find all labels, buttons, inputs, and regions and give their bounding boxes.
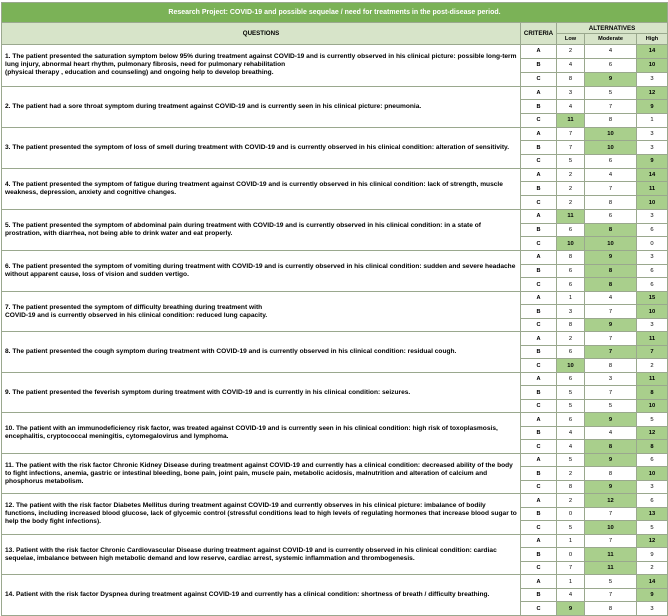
- low-value-cell: 4: [557, 440, 585, 454]
- low-value-cell: 3: [557, 86, 585, 100]
- question-text: 8. The patient presented the cough symptom during treatment with COVID-19 and is currently observed in his clinical condition: residual cough.: [2, 332, 521, 373]
- moderate-header: Moderate: [585, 34, 637, 45]
- high-value-cell: 3: [637, 72, 668, 86]
- low-value-cell: 2: [557, 332, 585, 346]
- questions-header: QUESTIONS: [2, 23, 521, 45]
- high-value-cell: 9: [637, 548, 668, 562]
- criteria-cell: B: [521, 426, 557, 440]
- criteria-cell: C: [521, 480, 557, 494]
- high-value-cell: 9: [637, 588, 668, 602]
- criteria-cell: A: [521, 413, 557, 427]
- table-row: [2, 45, 668, 59]
- low-value-cell: 5: [557, 399, 585, 413]
- table-row: [2, 127, 668, 141]
- low-value-cell: 10: [557, 237, 585, 251]
- table-row: [2, 413, 668, 427]
- high-value-cell: 6: [637, 453, 668, 467]
- high-value-cell: 10: [637, 399, 668, 413]
- moderate-value-cell: 8: [585, 602, 637, 616]
- low-value-cell: 0: [557, 548, 585, 562]
- low-value-cell: 7: [557, 127, 585, 141]
- high-value-cell: 1: [637, 114, 668, 128]
- low-value-cell: 0: [557, 507, 585, 521]
- high-value-cell: 8: [637, 440, 668, 454]
- criteria-cell: C: [521, 72, 557, 86]
- high-header: High: [637, 34, 668, 45]
- moderate-value-cell: 9: [585, 453, 637, 467]
- table-row: [2, 453, 668, 467]
- table-row: [2, 250, 668, 264]
- high-value-cell: 3: [637, 602, 668, 616]
- high-value-cell: 12: [637, 426, 668, 440]
- moderate-value-cell: 8: [585, 264, 637, 278]
- question-text: 7. The patient presented the symptom of difficulty breathing during treatment with COVID-19 and is currently observed in his clinical condition: reduced lung capacity.: [2, 291, 521, 332]
- low-value-cell: 1: [557, 575, 585, 589]
- criteria-cell: C: [521, 278, 557, 292]
- high-value-cell: 10: [637, 196, 668, 210]
- high-value-cell: 6: [637, 264, 668, 278]
- criteria-cell: B: [521, 507, 557, 521]
- high-value-cell: 3: [637, 318, 668, 332]
- low-value-cell: 9: [557, 602, 585, 616]
- table-title: Research Project: COVID-19 and possible sequelae / need for treatments in the post-disease period.: [2, 3, 668, 23]
- moderate-value-cell: 7: [585, 332, 637, 346]
- criteria-cell: C: [521, 237, 557, 251]
- moderate-value-cell: 9: [585, 318, 637, 332]
- moderate-value-cell: 3: [585, 372, 637, 386]
- high-value-cell: 10: [637, 467, 668, 481]
- question-text: 10. The patient with an immunodeficiency risk factor, was treated against COVID-19 and is currently seen in his clinical condition: high risk of toxoplasmosis, encephalitis, cryptococcal meningitis, cytomegalovirus and lymphoma.: [2, 413, 521, 454]
- criteria-cell: A: [521, 332, 557, 346]
- alternatives-header: ALTERNATIVES: [557, 23, 668, 34]
- moderate-value-cell: 7: [585, 305, 637, 319]
- moderate-value-cell: 9: [585, 413, 637, 427]
- table-body: [2, 45, 668, 616]
- low-value-cell: 1: [557, 291, 585, 305]
- low-value-cell: 2: [557, 45, 585, 59]
- moderate-value-cell: 5: [585, 575, 637, 589]
- question-text: 14. Patient with the risk factor Dyspnea during treatment against COVID-19 and currently has a clinical condition: shortness of breath / difficulty breathing.: [2, 575, 521, 616]
- low-value-cell: 4: [557, 58, 585, 72]
- question-text: 3. The patient presented the symptom of loss of smell during treatment with COVID-19 and is currently observed in his clinical condition: alteration of sensitivity.: [2, 127, 521, 168]
- low-value-cell: 6: [557, 264, 585, 278]
- low-value-cell: 5: [557, 453, 585, 467]
- moderate-value-cell: 6: [585, 58, 637, 72]
- criteria-cell: B: [521, 223, 557, 237]
- low-value-cell: 5: [557, 386, 585, 400]
- moderate-value-cell: 12: [585, 494, 637, 508]
- question-text: 2. The patient had a sore throat symptom during treatment against COVID-19 and is currently seen in his clinical picture: pneumonia.: [2, 86, 521, 127]
- moderate-value-cell: 8: [585, 223, 637, 237]
- moderate-value-cell: 11: [585, 561, 637, 575]
- criteria-cell: C: [521, 521, 557, 535]
- moderate-value-cell: 8: [585, 196, 637, 210]
- high-value-cell: 0: [637, 237, 668, 251]
- table-row: [2, 534, 668, 548]
- moderate-value-cell: 4: [585, 426, 637, 440]
- low-value-cell: 2: [557, 494, 585, 508]
- table-row: [2, 168, 668, 182]
- low-value-cell: 4: [557, 100, 585, 114]
- high-value-cell: 14: [637, 575, 668, 589]
- moderate-value-cell: 4: [585, 168, 637, 182]
- low-value-cell: 2: [557, 168, 585, 182]
- criteria-cell: B: [521, 548, 557, 562]
- high-value-cell: 7: [637, 345, 668, 359]
- low-value-cell: 5: [557, 155, 585, 169]
- high-value-cell: 2: [637, 359, 668, 373]
- high-value-cell: 3: [637, 127, 668, 141]
- moderate-value-cell: 10: [585, 237, 637, 251]
- research-table: [1, 2, 668, 616]
- criteria-cell: A: [521, 575, 557, 589]
- high-value-cell: 9: [637, 100, 668, 114]
- moderate-value-cell: 10: [585, 141, 637, 155]
- criteria-cell: C: [521, 155, 557, 169]
- criteria-cell: B: [521, 141, 557, 155]
- low-value-cell: 6: [557, 223, 585, 237]
- low-value-cell: 3: [557, 305, 585, 319]
- criteria-cell: B: [521, 58, 557, 72]
- high-value-cell: 11: [637, 372, 668, 386]
- high-value-cell: 3: [637, 141, 668, 155]
- high-value-cell: 6: [637, 223, 668, 237]
- high-value-cell: 5: [637, 413, 668, 427]
- criteria-cell: C: [521, 196, 557, 210]
- table-row: [2, 372, 668, 386]
- low-value-cell: 2: [557, 467, 585, 481]
- moderate-value-cell: 8: [585, 359, 637, 373]
- moderate-value-cell: 8: [585, 278, 637, 292]
- criteria-cell: B: [521, 182, 557, 196]
- high-value-cell: 12: [637, 86, 668, 100]
- moderate-value-cell: 6: [585, 155, 637, 169]
- criteria-cell: C: [521, 399, 557, 413]
- moderate-value-cell: 7: [585, 507, 637, 521]
- table-row: [2, 494, 668, 508]
- low-value-cell: 11: [557, 209, 585, 223]
- moderate-value-cell: 7: [585, 345, 637, 359]
- moderate-value-cell: 7: [585, 182, 637, 196]
- moderate-value-cell: 8: [585, 440, 637, 454]
- low-value-cell: 1: [557, 534, 585, 548]
- question-text: 1. The patient presented the saturation symptom below 95% during treatment against COVID-19 and is currently observed in his clinical picture: possible long-term lung injury, abnormal heart rhythm, pulmonary fibrosis, need for pulmonary rehabilitation (physical therapy , education and counseling) and ongoing help to develop breathing.: [2, 45, 521, 87]
- moderate-value-cell: 7: [585, 534, 637, 548]
- criteria-cell: C: [521, 359, 557, 373]
- criteria-cell: A: [521, 534, 557, 548]
- high-value-cell: 12: [637, 534, 668, 548]
- question-text: 11. The patient with the risk factor Chronic Kidney Disease during treatment against COVID-19 and currently has a clinical condition: decreased ability of the body to fight infections, anemia, gastric or intestinal bleeding, bone pain, joint pain, muscle pain, metabolic acidosis, malnutrition and alteration of calcium and phosphorus metabolism.: [2, 453, 521, 494]
- high-value-cell: 10: [637, 58, 668, 72]
- criteria-cell: C: [521, 561, 557, 575]
- low-value-cell: 7: [557, 141, 585, 155]
- moderate-value-cell: 7: [585, 100, 637, 114]
- low-value-cell: 8: [557, 72, 585, 86]
- moderate-value-cell: 10: [585, 521, 637, 535]
- moderate-value-cell: 4: [585, 45, 637, 59]
- criteria-cell: A: [521, 127, 557, 141]
- criteria-cell: B: [521, 467, 557, 481]
- low-value-cell: 2: [557, 196, 585, 210]
- table-row: [2, 332, 668, 346]
- low-value-cell: 5: [557, 521, 585, 535]
- low-value-cell: 4: [557, 588, 585, 602]
- question-text: 9. The patient presented the feverish symptom during treatment with COVID-19 and is currently in his clinical condition: seizures.: [2, 372, 521, 413]
- criteria-cell: A: [521, 250, 557, 264]
- high-value-cell: 15: [637, 291, 668, 305]
- moderate-value-cell: 9: [585, 250, 637, 264]
- moderate-value-cell: 7: [585, 588, 637, 602]
- criteria-cell: B: [521, 345, 557, 359]
- low-value-cell: 10: [557, 359, 585, 373]
- criteria-cell: C: [521, 602, 557, 616]
- high-value-cell: 11: [637, 332, 668, 346]
- moderate-value-cell: 11: [585, 548, 637, 562]
- high-value-cell: 14: [637, 168, 668, 182]
- criteria-cell: B: [521, 386, 557, 400]
- moderate-value-cell: 10: [585, 127, 637, 141]
- criteria-cell: B: [521, 305, 557, 319]
- criteria-cell: C: [521, 318, 557, 332]
- moderate-value-cell: 8: [585, 114, 637, 128]
- high-value-cell: 10: [637, 305, 668, 319]
- high-value-cell: 9: [637, 155, 668, 169]
- criteria-cell: B: [521, 100, 557, 114]
- high-value-cell: 2: [637, 561, 668, 575]
- low-value-cell: 2: [557, 182, 585, 196]
- low-value-cell: 8: [557, 480, 585, 494]
- moderate-value-cell: 5: [585, 86, 637, 100]
- table-row: [2, 86, 668, 100]
- question-text: 13. Patient with the risk factor Chronic Cardiovascular Disease during treatment against COVID-19 and is currently observed in his clinical condition: cardiac sequelae, imbalance between high metabolic demand and low reserve, cardiac arrest, systemic inflammation and thrombogenesis.: [2, 534, 521, 575]
- moderate-value-cell: 8: [585, 467, 637, 481]
- high-value-cell: 6: [637, 278, 668, 292]
- criteria-cell: A: [521, 168, 557, 182]
- high-value-cell: 8: [637, 386, 668, 400]
- criteria-cell: A: [521, 494, 557, 508]
- moderate-value-cell: 9: [585, 72, 637, 86]
- criteria-cell: A: [521, 45, 557, 59]
- high-value-cell: 6: [637, 494, 668, 508]
- criteria-cell: A: [521, 209, 557, 223]
- low-value-cell: 6: [557, 413, 585, 427]
- criteria-cell: B: [521, 264, 557, 278]
- criteria-cell: C: [521, 440, 557, 454]
- moderate-value-cell: 6: [585, 209, 637, 223]
- criteria-cell: B: [521, 588, 557, 602]
- moderate-value-cell: 4: [585, 291, 637, 305]
- criteria-cell: A: [521, 86, 557, 100]
- low-value-cell: 6: [557, 278, 585, 292]
- table-row: [2, 209, 668, 223]
- question-text: 4. The patient presented the symptom of fatigue during treatment against COVID-19 and is currently observed in his clinical condition: lack of strength, muscle weakness, depression, anxiety and cognitive changes.: [2, 168, 521, 209]
- low-value-cell: 4: [557, 426, 585, 440]
- high-value-cell: 3: [637, 209, 668, 223]
- low-value-cell: 7: [557, 561, 585, 575]
- criteria-cell: A: [521, 453, 557, 467]
- low-value-cell: 11: [557, 114, 585, 128]
- high-value-cell: 14: [637, 45, 668, 59]
- criteria-header: CRITERIA: [521, 23, 557, 45]
- low-value-cell: 6: [557, 372, 585, 386]
- criteria-cell: A: [521, 372, 557, 386]
- criteria-cell: C: [521, 114, 557, 128]
- high-value-cell: 13: [637, 507, 668, 521]
- high-value-cell: 11: [637, 182, 668, 196]
- low-header: Low: [557, 34, 585, 45]
- low-value-cell: 6: [557, 345, 585, 359]
- criteria-cell: A: [521, 291, 557, 305]
- high-value-cell: 3: [637, 250, 668, 264]
- moderate-value-cell: 5: [585, 399, 637, 413]
- table-row: [2, 575, 668, 589]
- high-value-cell: 3: [637, 480, 668, 494]
- high-value-cell: 5: [637, 521, 668, 535]
- question-text: 12. The patient with the risk factor Diabetes Mellitus during treatment against COVID-19 and currently observes in his clinical picture: imbalance of bodily functions, including increased blood glucose, lack of glycemic control (stressful conditions lead to high levels of regulating hormones that increase blood sugar to help the body fight infections).: [2, 494, 521, 535]
- moderate-value-cell: 9: [585, 480, 637, 494]
- moderate-value-cell: 7: [585, 386, 637, 400]
- low-value-cell: 8: [557, 318, 585, 332]
- table-row: [2, 291, 668, 305]
- low-value-cell: 8: [557, 250, 585, 264]
- question-text: 6. The patient presented the symptom of vomiting during treatment with COVID-19 and is currently observed in his clinical condition: sudden and severe headache without apparent cause, loss of vision and sudden vertigo.: [2, 250, 521, 291]
- question-text: 5. The patient presented the symptom of abdominal pain during treatment with COVID-19 and is currently observed in his clinical condition: in a state of prostration, with diarrhea, not being able to drink water and eat properly.: [2, 209, 521, 250]
